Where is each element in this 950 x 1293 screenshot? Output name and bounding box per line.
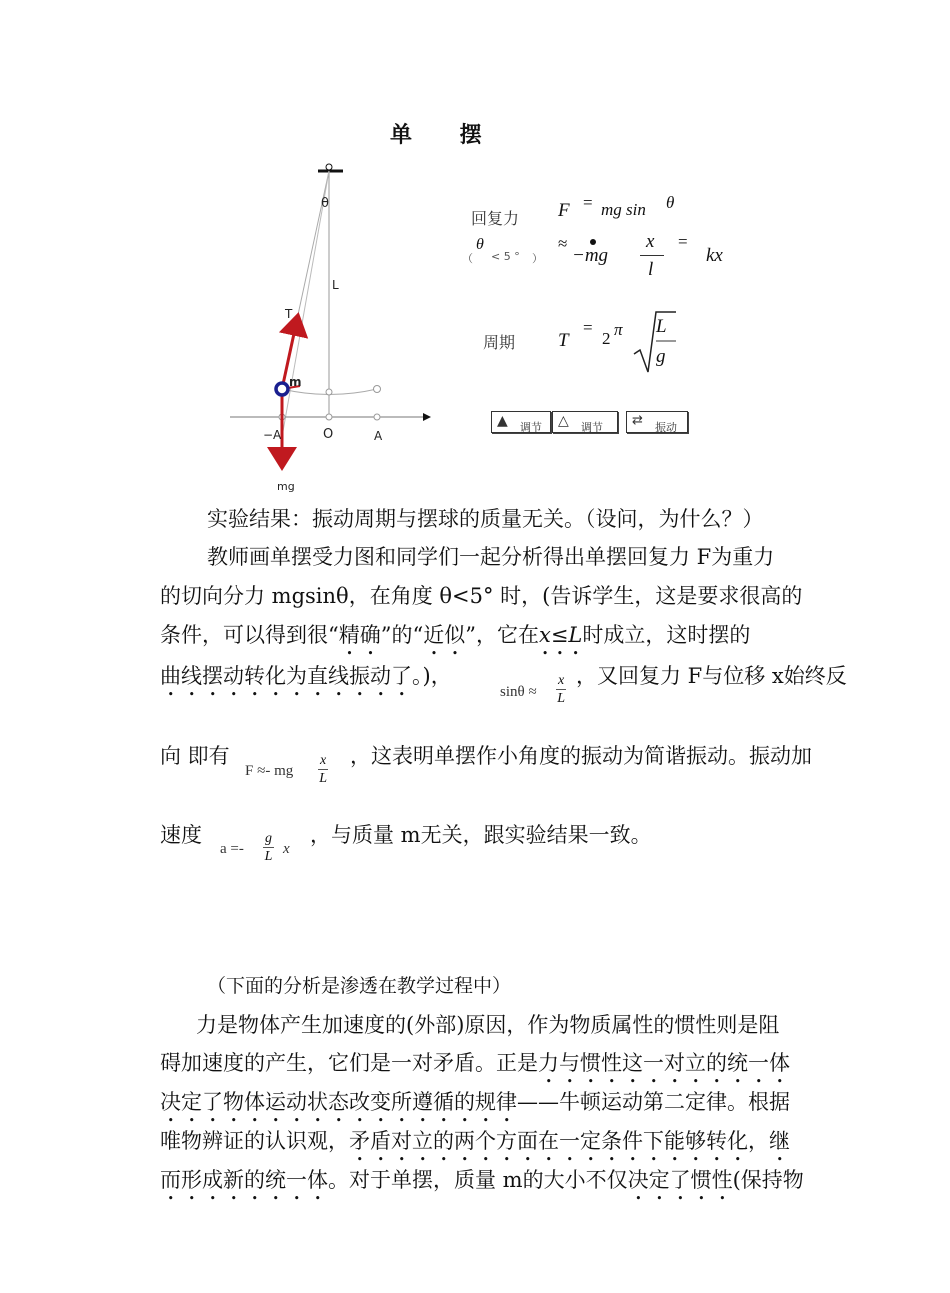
sqrt-sign: [632, 308, 678, 374]
accel-numerator: g: [265, 831, 272, 846]
shm-line-start: 向 即有: [160, 744, 230, 768]
mg-label: mg: [277, 480, 295, 493]
text-span: 。对于单摆，质量 m的大小不仅: [328, 1168, 628, 1192]
accel-denominator: L: [264, 849, 273, 864]
period-two: 2: [602, 329, 611, 348]
triangle-outline-icon: △: [558, 413, 569, 429]
adjust-down-button[interactable]: [552, 411, 618, 433]
formula-mg-sin: mg sin: [601, 200, 646, 219]
theta-label: θ: [321, 196, 329, 211]
text-span: 碍加速度的产生，它们是一对矛盾。正是: [160, 1051, 538, 1075]
tension-label: T: [285, 307, 293, 321]
shm-line-end: ，这表明单摆作小角度的振动为简谐振动。振动加: [350, 744, 812, 768]
formula-equals-2: =: [678, 232, 688, 251]
section-subheading: （下面的分析是渗透在教学过程中）: [207, 975, 512, 997]
analysis-line-3: [160, 615, 750, 660]
axis-point: [326, 414, 332, 420]
length-label: L: [332, 278, 339, 292]
fraction-bar: [640, 255, 664, 256]
philosophy-line-1: 力是物体产生加速度的(外部)原因，作为物质属性的惯性则是阻: [196, 1013, 780, 1037]
force-fraction: [318, 752, 328, 787]
adjust-down-label: 调节: [581, 421, 603, 434]
fraction-l: l: [648, 259, 654, 280]
sin-numerator: x: [558, 673, 565, 688]
force-denominator: L: [319, 771, 327, 786]
accel-fraction: [263, 830, 274, 865]
arc-point: [326, 389, 332, 395]
condition-open: （: [462, 252, 473, 265]
accel-formula: a =-: [220, 841, 244, 857]
pivot-point: [326, 164, 332, 170]
sin-denominator: L: [557, 691, 565, 706]
sin-fraction: [556, 672, 566, 707]
mass-label: m: [289, 375, 302, 389]
axis-point: [374, 414, 380, 420]
emphasis-span: 决定了物体运动状态改变所遵循的规律: [160, 1090, 517, 1114]
emphasis-span: x≤L: [538, 623, 583, 647]
minus-a-label: −A: [263, 428, 282, 442]
result-paragraph: 实验结果：振动周期与摆球的质量无关。（设问，为什么？）: [207, 507, 764, 531]
emphasis-span: 近似: [423, 623, 466, 647]
emphasis-span: 力与惯性这一对立的统一体: [538, 1051, 790, 1075]
text-span: ”，它在: [465, 623, 539, 647]
pendulum-diagram: [225, 150, 445, 500]
adjust-up-label: 调节: [520, 421, 542, 434]
restoring-force-label: 回复力: [471, 209, 520, 228]
philosophy-line-5: [160, 1160, 804, 1205]
condition-theta: θ: [476, 236, 484, 253]
emphasis-span: 决定了惯性: [627, 1168, 733, 1192]
period-T: T: [558, 330, 569, 351]
period-label: 周期: [483, 333, 516, 352]
text-span: ”的“: [380, 623, 424, 647]
oscillate-label: 振动: [655, 421, 677, 434]
text-span: 条件，可以得到很“: [160, 623, 339, 647]
text-span: (保持物: [732, 1168, 804, 1192]
fraction-x: x: [646, 231, 655, 252]
emphasis-span: 而形成新的统一体: [160, 1168, 328, 1192]
oscillate-button[interactable]: [626, 411, 688, 433]
formula-neg-mg: −mg: [572, 245, 609, 266]
bob-mass[interactable]: [276, 383, 288, 395]
text-span: 唯物辨证的认识观，: [160, 1129, 349, 1153]
sin-approx: sinθ ≈: [500, 684, 537, 700]
analysis-line-4-end: ，又回复力 F与位移 x始终反: [576, 664, 847, 688]
triangle-filled-icon: ▲: [497, 413, 508, 429]
origin-label: O: [323, 427, 334, 442]
analysis-line-2: 的切向分力 mgsinθ，在角度 θ<5° 时，(告诉学生，这是要求很高的: [160, 584, 803, 608]
accel-line-start: 速度: [160, 823, 202, 847]
arc-point: [374, 386, 381, 393]
emphasis-span: 精确: [338, 623, 381, 647]
force-numerator: x: [320, 753, 327, 768]
analysis-line-1: 教师画单摆受力图和同学们一起分析得出单摆回复力 F为重力: [207, 545, 775, 569]
sqrt-g: g: [656, 346, 666, 367]
formula-kx: kx: [706, 245, 723, 266]
force-formula: F ≈- mg: [245, 763, 294, 779]
period-equals: =: [583, 318, 593, 337]
page-title: 单 摆: [390, 123, 502, 148]
analysis-line-4: [160, 656, 452, 701]
condition-value: < 5 °: [491, 250, 520, 263]
accel-line-end: ，与质量 m无关，跟实验结果一致。: [310, 823, 652, 847]
text-span: 。)，: [412, 664, 452, 688]
sqrt-L: L: [656, 316, 667, 337]
text-span: ——牛顿运动第二定律。根据: [517, 1090, 790, 1114]
condition-close: ）: [532, 252, 543, 265]
formula-F: F: [558, 200, 570, 221]
text-span: 时成立，这时摆的: [582, 623, 751, 647]
swap-arrows-icon: ⇄: [632, 413, 643, 428]
period-pi: π: [614, 320, 623, 339]
a-label: A: [374, 429, 383, 443]
approx-sign: ≈: [558, 234, 568, 253]
formula-theta: θ: [666, 193, 675, 212]
accel-x: x: [283, 841, 290, 857]
emphasis-span: 曲线摆动转化为直线振动了: [160, 664, 412, 688]
emphasis-span: 矛盾对立的两个方面在一定条件下能够转化，继: [349, 1129, 790, 1153]
adjust-up-button[interactable]: [491, 411, 551, 433]
formula-equals: =: [583, 193, 593, 212]
